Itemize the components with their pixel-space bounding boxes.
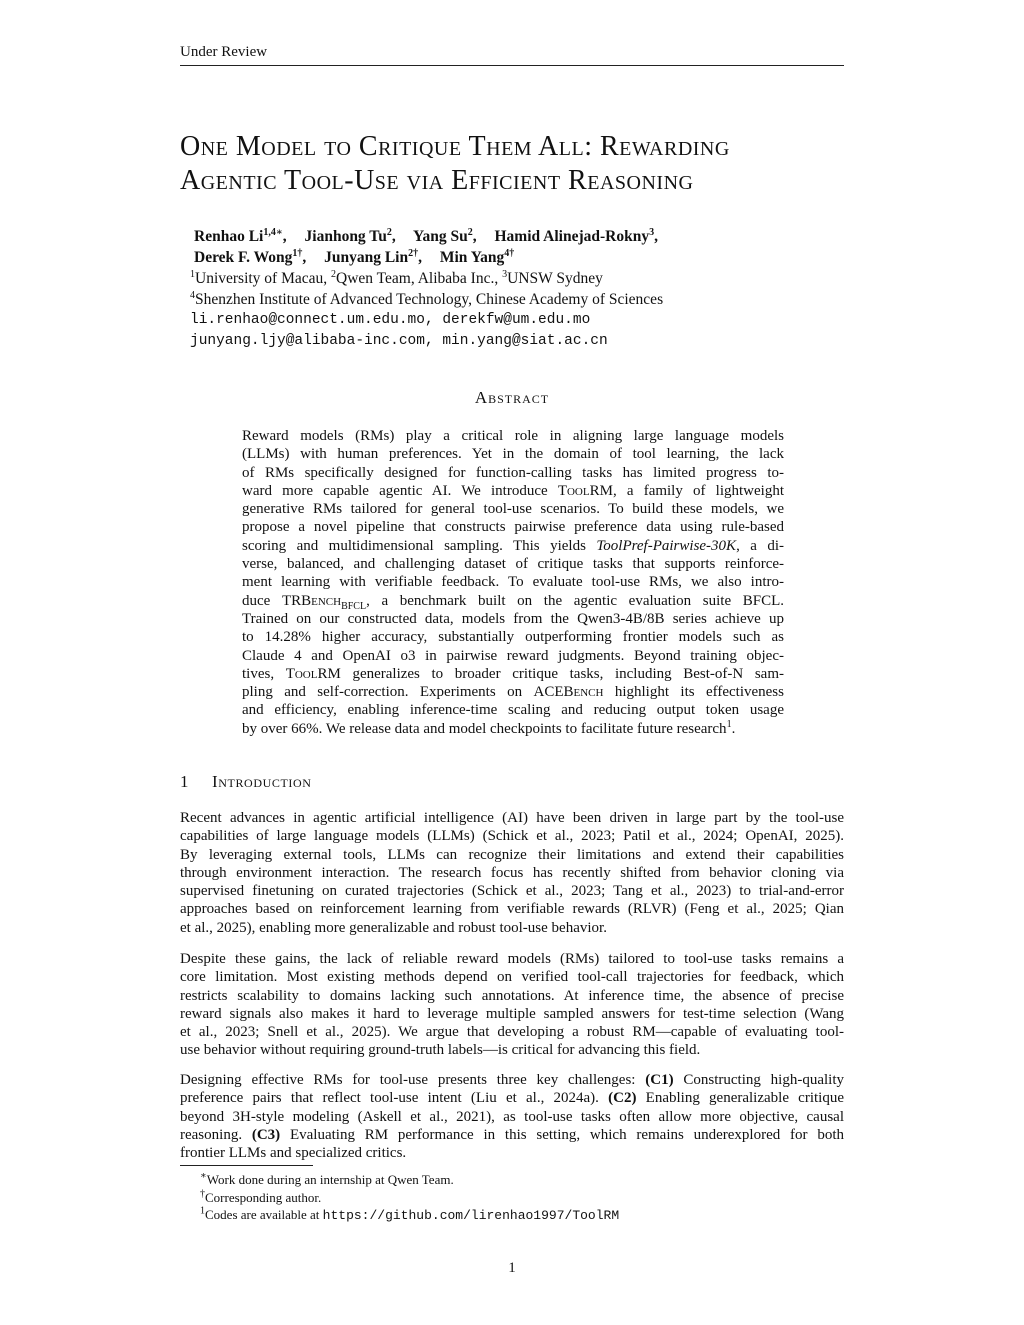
abstract-line: propose a novel pipeline that constructs pairwise preference data using rule-based (242, 519, 784, 536)
paper-title (180, 130, 880, 198)
section-number: 1 (180, 772, 190, 791)
paragraph-line: capabilities of large language models (LLMs) (Schick et al., 2023; Patil et al., 2024; OpenAI, 2025). (180, 828, 844, 845)
abstract-line: Trained on our constructed data, models from the Qwen3-4B/8B series achieve up (242, 610, 784, 627)
paragraph-line: By leveraging external tools, LLMs can recognize their limitations and extend their capabilities (180, 846, 844, 863)
author-affiliation-mark: 2† (408, 247, 419, 259)
abstract-line: ment learning with verifiable feedback. To evaluate tool-use RMs, we also intro- (242, 574, 784, 591)
author-name: Renhao Li (194, 228, 264, 245)
footnote-rule (180, 1165, 313, 1166)
affiliation: University of Macau, (195, 270, 332, 287)
author-affiliation-mark: 2 (386, 226, 392, 238)
paragraph-line: reward signals also makes it hard to leverage multiple sampled answers for test-time selection (Wang (180, 1005, 844, 1022)
section-title: Introduction (212, 772, 312, 791)
author-separator: , (654, 228, 658, 245)
abstract-line: Claude 4 and OpenAI o3 in pairwise reward judgments. Beyond training objec- (242, 647, 784, 664)
abstract-line: (LLMs) with human preferences. Yet in the domain of tool learning, the lack (242, 446, 784, 463)
author-separator: , (472, 228, 477, 245)
code-repo-link[interactable]: https://github.com/lirenhao1997/ToolRM (322, 1208, 620, 1223)
paragraph-line: reasoning. (C3) Evaluating RM performance in this setting, which remains underexplored for both (180, 1126, 844, 1143)
paragraph-line: use behavior without requiring ground-truth labels—is critical for advancing this field. (180, 1042, 701, 1059)
toolrm-name: ToolRM (557, 482, 613, 499)
abstract-body (242, 427, 784, 738)
abstract-line: generative RMs tailored for general tool-use scenarios. To build these models, we (242, 501, 784, 518)
author-separator: , (282, 228, 287, 245)
affiliation-mark: 1 (190, 268, 195, 280)
abstract-line: tives, ToolRM generalizes to broader critique tasks, including Best-of-N sam- (242, 665, 784, 682)
dataset-name: ToolPref-Pairwise-30K (596, 537, 737, 554)
footnotes (200, 1171, 619, 1225)
footnote-mark: 1 (200, 1205, 205, 1217)
abstract-line: duce TRBench$_{BFCL}$, a benchmark built on the agentic evaluation suite BFCL. (242, 592, 784, 612)
author-affiliation-mark: 3 (649, 226, 655, 238)
intro-paragraph-2 (180, 950, 844, 1060)
affiliation-mark: 4 (190, 289, 195, 301)
abstract-line: by over 66%. We release data and model checkpoints to facilitate future research$^1$. (242, 718, 736, 737)
abstract-line: scoring and multidimensional sampling. This yields ToolPref-Pairwise-30K, a di- (242, 537, 784, 554)
benchmark-subscript: BFCL (341, 600, 367, 612)
running-head: Under Review (180, 44, 268, 60)
affiliation: UNSW Sydney (507, 270, 603, 287)
toolrm-name: ToolRM (285, 665, 341, 682)
paragraph-line: et al., 2023; Snell et al., 2025). We argue that developing a robust RM—capable of evaluating tool- (180, 1024, 844, 1041)
benchmark-name: TRBench (281, 592, 342, 609)
affiliation: Qwen Team, Alibaba Inc., (336, 270, 503, 287)
abstract-line: of RMs specifically designed for function-calling tasks has limited progress to- (242, 464, 784, 481)
challenge-label: (C2) (608, 1090, 637, 1107)
author-name: Hamid Alinejad-Rokny (494, 228, 650, 245)
abstract-line: pling and self-correction. Experiments on ACEBench highlight its effectiveness (242, 684, 784, 701)
author-names-line-1 (194, 226, 663, 247)
intro-paragraph-3 (180, 1071, 844, 1162)
abstract-line: Reward models (RMs) play a critical role in aligning large language models (242, 428, 784, 444)
abstract-line: and efficiency, enabling inference-time scaling and reducing output token usage (242, 702, 784, 719)
author-separator: , (418, 249, 422, 266)
author-names-line-2 (194, 247, 663, 268)
abstract-line: verse, balanced, and challenging dataset of critique tasks that supports reinforce- (242, 556, 784, 573)
author-name: Min Yang (439, 249, 505, 266)
footnote-ref[interactable]: 1 (726, 718, 732, 730)
paragraph-line: Despite these gains, the lack of reliable reward models (RMs) tailored to tool-use tasks remains a (180, 951, 844, 967)
affiliation-mark: 3 (502, 268, 508, 280)
author-name: Yang Su (413, 228, 468, 245)
email-line-1: li.renhao@connect.um.edu.mo, derekfw@um.edu.mo (190, 312, 591, 328)
footnote-text: Work done during an internship at Qwen Team. (206, 1172, 454, 1187)
affiliation-mark: 2 (331, 268, 337, 280)
author-affiliation-mark: 2 (467, 226, 473, 238)
paragraph-line: supervised finetuning on curated trajectories (Schick et al., 2023; Tang et al., 2023) to trial-and-error (180, 883, 844, 900)
paragraph-line: core limitation. Most existing methods depend on verified tool-call trajectories for feedback, which (180, 969, 844, 986)
footnote-text: Corresponding author. (205, 1189, 322, 1205)
author-name: Jianhong Tu (304, 228, 387, 245)
author-affiliation-mark: 1† (292, 247, 303, 259)
page-number: 1 (508, 1260, 516, 1276)
affiliations-line-2 (190, 289, 663, 310)
author-affiliation-mark: 4† (504, 247, 515, 259)
acebench-name: ACEBench (533, 684, 604, 701)
footnote-mark: † (200, 1188, 205, 1200)
author-block (190, 226, 664, 352)
author-affiliation-mark: 1,4∗ (263, 226, 283, 238)
paragraph-line: Recent advances in agentic artificial intelligence (AI) have been driven in large part by the tool-use (180, 810, 844, 826)
author-separator: , (302, 249, 307, 266)
intro-paragraph-1 (180, 809, 844, 937)
section-heading-introduction (180, 772, 312, 792)
abstract-heading: Abstract (474, 388, 550, 407)
footnote-2 (200, 1189, 619, 1207)
author-name: Junyang Lin (324, 249, 409, 266)
footnote-1 (200, 1171, 619, 1189)
abstract-line: to 14.28% higher accuracy, substantially outperforming frontier models such as (242, 629, 784, 646)
title-line-2: Agentic Tool-Use via Efficient Reasoning (180, 165, 694, 196)
affiliations-line-1 (190, 268, 663, 289)
header-rule (180, 65, 844, 66)
paragraph-line: beyond 3H-style modeling (Askell et al., 2021), as tool-use tasks often allow more objective, causal (180, 1108, 844, 1125)
email-line-2: junyang.ljy@alibaba-inc.com, min.yang@siat.ac.cn (190, 333, 608, 349)
footnote-mark: ∗ (200, 1170, 207, 1182)
title-line-1: One Model to Critique Them All: Rewarding (180, 131, 730, 162)
author-separator: , (391, 228, 396, 245)
footnote-text: Codes are available at (205, 1207, 323, 1222)
paragraph-line: frontier LLMs and specialized critics. (180, 1145, 407, 1162)
paragraph-line: preference pairs that reflect tool-use intent (Liu et al., 2024a). (C2) Enabling generalizable critique (180, 1090, 844, 1107)
paragraph-line: et al., 2025), enabling more generalizable and robust tool-use behavior. (180, 919, 607, 936)
paragraph-line: through environment interaction. The research focus has recently shifted from behavior cloning via (180, 864, 844, 881)
challenge-label: (C3) (251, 1126, 281, 1143)
challenge-label: (C1) (645, 1072, 674, 1088)
footnote-3 (200, 1206, 619, 1225)
paragraph-line: Designing effective RMs for tool-use presents three key challenges: (C1) Constructing high-quality (180, 1072, 844, 1088)
abstract-line: ward more capable agentic AI. We introduce ToolRM, a family of lightweight (242, 482, 785, 499)
author-name: Derek F. Wong (194, 249, 293, 266)
paragraph-line: restricts scalability to domains lacking such annotations. At inference time, the absence of precise (180, 987, 844, 1004)
affiliation: Shenzhen Institute of Advanced Technology, Chinese Academy of Sciences (195, 291, 664, 308)
paragraph-line: approaches based on reinforcement learning from verifiable rewards (RLVR) (Feng et al., 2025; Qian (180, 901, 844, 918)
